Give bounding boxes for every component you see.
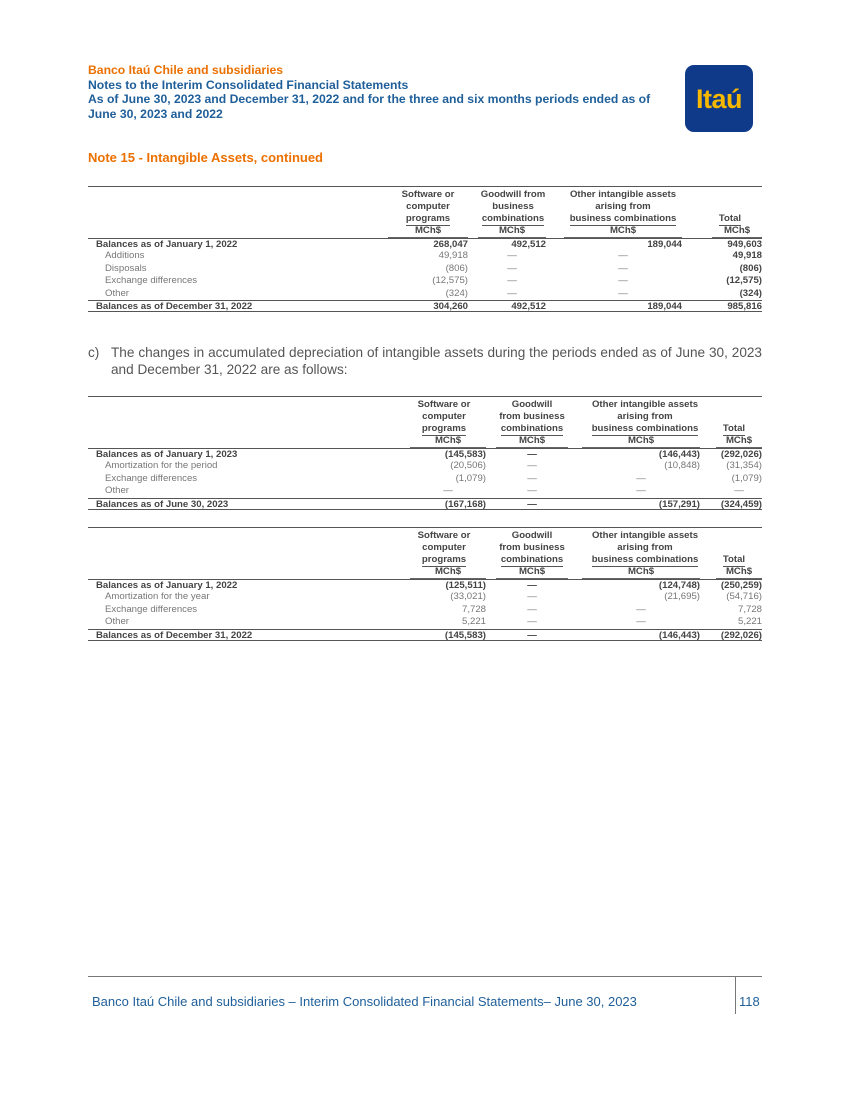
itau-logo <box>685 65 753 132</box>
column-header-line: Other intangible assets <box>591 399 699 410</box>
cell-value: — <box>527 460 537 472</box>
document-header <box>88 63 678 121</box>
accumulated-amortization-2022-table <box>88 527 762 641</box>
column-header-line: programs <box>421 554 467 565</box>
row-label: Other <box>105 485 129 497</box>
cell-value: — <box>507 287 517 299</box>
cell-value: (167,168) <box>444 498 486 510</box>
cell-value: — <box>618 275 628 287</box>
row-label: Balances as of January 1, 2023 <box>96 449 238 460</box>
table-row <box>88 473 762 485</box>
cell-value: (157,291) <box>658 498 700 510</box>
footer-text: Banco Itaú Chile and subsidiaries – Interim Consolidated Financial Statements– June 30, 2023 <box>92 994 637 1009</box>
row-label: Balances as of January 1, 2022 <box>96 239 238 250</box>
cell-value: (125,511) <box>445 580 486 591</box>
cell-value: — <box>527 449 537 460</box>
column-header-line: business combinations <box>591 554 699 565</box>
cell-value: 5,221 <box>461 616 486 628</box>
cell-value: — <box>443 485 453 497</box>
header-line-1: Notes to the Interim Consolidated Financial Statements <box>88 77 409 92</box>
cell-value: — <box>618 287 628 299</box>
cell-value: (12,575) <box>726 275 762 287</box>
column-header-line: computer <box>422 411 466 422</box>
unit-label: MCh$ <box>564 225 682 238</box>
cell-value: 949,603 <box>727 239 762 250</box>
header-line-2: As of June 30, 2023 and December 31, 2022 and for the three and six months periods ended as of <box>88 92 651 106</box>
row-label: Exchange differences <box>105 603 198 615</box>
row-label: Balances as of June 30, 2023 <box>96 498 229 510</box>
column-header <box>388 189 468 226</box>
table-row <box>88 591 762 603</box>
table-row <box>88 250 762 262</box>
cell-value: (145,583) <box>444 629 486 641</box>
table-row <box>88 238 762 250</box>
cell-value: 985,816 <box>727 300 762 312</box>
cell-value: 49,918 <box>732 250 762 262</box>
cell-value: 492,512 <box>511 300 546 312</box>
table-row <box>88 288 762 300</box>
column-header-line: Goodwill from <box>480 189 546 200</box>
table-row <box>88 460 762 472</box>
cell-value: (146,443) <box>658 629 700 641</box>
cell-value: (1,079) <box>455 472 486 484</box>
cell-value: 7,728 <box>461 603 486 615</box>
column-header-line: Goodwill <box>511 399 553 410</box>
intangible-assets-table <box>88 186 762 312</box>
cell-value: — <box>618 250 628 262</box>
cell-value: — <box>527 472 537 484</box>
column-header <box>473 189 553 226</box>
table-row <box>88 616 762 628</box>
column-header-line: arising from <box>617 542 673 553</box>
table-row <box>88 485 762 497</box>
cell-value: (324,459) <box>720 498 762 510</box>
cell-value: 189,044 <box>647 300 682 312</box>
cell-value: — <box>734 485 744 497</box>
column-header-line: programs <box>405 213 451 224</box>
column-header-line: from business <box>499 542 565 553</box>
cell-value: — <box>527 485 537 497</box>
cell-value: — <box>636 616 646 628</box>
cell-value: — <box>636 603 646 615</box>
column-header-line: Software or <box>417 530 471 541</box>
column-header-line: Goodwill <box>511 530 553 541</box>
cell-value: (292,026) <box>720 629 762 641</box>
cell-value: — <box>527 580 537 591</box>
column-header-line: arising from <box>595 201 651 212</box>
table-header <box>88 396 762 448</box>
unit-label: MCh$ <box>496 566 568 579</box>
row-label: Exchange differences <box>105 472 198 484</box>
column-header-line: business combinations <box>591 423 699 434</box>
cell-value: (20,506) <box>450 460 486 472</box>
unit-label: MCh$ <box>716 566 762 579</box>
unit-label: MCh$ <box>582 435 700 448</box>
table-row <box>88 629 762 641</box>
column-header-line: Total <box>722 554 746 565</box>
company-name: Banco Itaú Chile and subsidiaries <box>88 63 284 77</box>
unit-label: MCh$ <box>712 225 762 238</box>
column-header-line: Software or <box>417 399 471 410</box>
column-header-line: Total <box>718 213 742 224</box>
cell-value: (292,026) <box>720 449 762 460</box>
table-row <box>88 300 762 312</box>
cell-value: — <box>618 262 628 274</box>
table-row <box>88 263 762 275</box>
paragraph-text: The changes in accumulated depreciation of intangible assets during the periods ended as of June 30, 2023 and December 31, 2022 are as follows: <box>111 345 762 377</box>
cell-value: (146,443) <box>658 449 700 460</box>
column-header-line: combinations <box>481 213 545 224</box>
cell-value: 268,047 <box>433 239 468 250</box>
row-label: Exchange differences <box>105 275 198 287</box>
footer-page-divider <box>735 976 736 1014</box>
row-label: Amortization for the period <box>105 460 218 472</box>
column-header-line: business <box>492 201 534 212</box>
cell-value: 5,221 <box>737 616 762 628</box>
cell-value: (31,354) <box>726 460 762 472</box>
column-header-line: computer <box>406 201 450 212</box>
cell-value: (806) <box>445 262 468 274</box>
column-header-line: programs <box>421 423 467 434</box>
cell-value: (33,021) <box>450 591 486 603</box>
table-row <box>88 579 762 591</box>
cell-value: (806) <box>739 262 762 274</box>
column-header-line: computer <box>422 542 466 553</box>
cell-value: (1,079) <box>731 472 762 484</box>
column-header <box>492 399 572 436</box>
row-label: Disposals <box>105 262 147 274</box>
column-header-line: Other intangible assets <box>569 189 677 200</box>
table-row <box>88 275 762 287</box>
column-header <box>492 530 572 567</box>
cell-value: (145,583) <box>444 449 486 460</box>
cell-value: — <box>636 485 646 497</box>
row-label: Amortization for the year <box>105 591 210 603</box>
table-row <box>88 448 762 460</box>
column-header-line: from business <box>499 411 565 422</box>
cell-value: — <box>507 275 517 287</box>
cell-value: — <box>507 250 517 262</box>
row-label: Additions <box>105 250 145 262</box>
table-header <box>88 527 762 579</box>
row-label: Balances as of December 31, 2022 <box>96 300 253 312</box>
column-header-line: business combinations <box>569 213 677 224</box>
footer-divider <box>88 976 762 977</box>
unit-label: MCh$ <box>716 435 762 448</box>
unit-label: MCh$ <box>496 435 568 448</box>
unit-label: MCh$ <box>478 225 546 238</box>
cell-value: 492,512 <box>511 239 546 250</box>
cell-value: (12,575) <box>432 275 468 287</box>
table-row <box>88 498 762 510</box>
cell-value: — <box>527 498 537 510</box>
unit-label: MCh$ <box>410 566 486 579</box>
column-header-line: combinations <box>500 554 564 565</box>
table-header <box>88 186 762 238</box>
cell-value: (10,848) <box>664 460 700 472</box>
cell-value: — <box>527 629 537 641</box>
cell-value: (250,259) <box>720 580 762 591</box>
cell-value: 49,918 <box>438 250 468 262</box>
column-header-line: Software or <box>401 189 455 200</box>
cell-value: (324) <box>739 287 762 299</box>
unit-label: MCh$ <box>582 566 700 579</box>
cell-value: 7,728 <box>737 603 762 615</box>
column-header <box>580 530 710 567</box>
cell-value: (324) <box>445 287 468 299</box>
column-header <box>404 399 484 436</box>
row-label: Balances as of January 1, 2022 <box>96 580 238 591</box>
accumulated-amortization-2023-table <box>88 396 762 510</box>
unit-label: MCh$ <box>388 225 468 238</box>
cell-value: — <box>527 616 537 628</box>
unit-label: MCh$ <box>410 435 486 448</box>
cell-value: — <box>527 603 537 615</box>
row-label: Balances as of December 31, 2022 <box>96 629 253 641</box>
column-header <box>558 189 688 226</box>
row-label: Other <box>105 616 129 628</box>
cell-value: (21,695) <box>664 591 700 603</box>
logo-text: Itaú <box>695 84 742 114</box>
cell-value: 189,044 <box>647 239 682 250</box>
paragraph-c <box>88 345 762 378</box>
column-header <box>404 530 484 567</box>
header-line-3: June 30, 2023 and 2022 <box>88 106 223 121</box>
page-number: 118 <box>739 994 760 1009</box>
column-header-line: Other intangible assets <box>591 530 699 541</box>
column-header-line: Total <box>722 423 746 434</box>
column-header <box>580 399 710 436</box>
cell-value: (54,716) <box>726 591 762 603</box>
cell-value: 304,260 <box>433 300 468 312</box>
column-header-line: combinations <box>500 423 564 434</box>
cell-value: — <box>507 262 517 274</box>
cell-value: (124,748) <box>658 580 700 591</box>
table-row <box>88 604 762 616</box>
cell-value: — <box>636 472 646 484</box>
row-label: Other <box>105 287 129 299</box>
paragraph-letter: c) <box>88 345 100 360</box>
cell-value: — <box>527 591 537 603</box>
column-header-line: arising from <box>617 411 673 422</box>
note-title: Note 15 - Intangible Assets, continued <box>88 150 323 165</box>
